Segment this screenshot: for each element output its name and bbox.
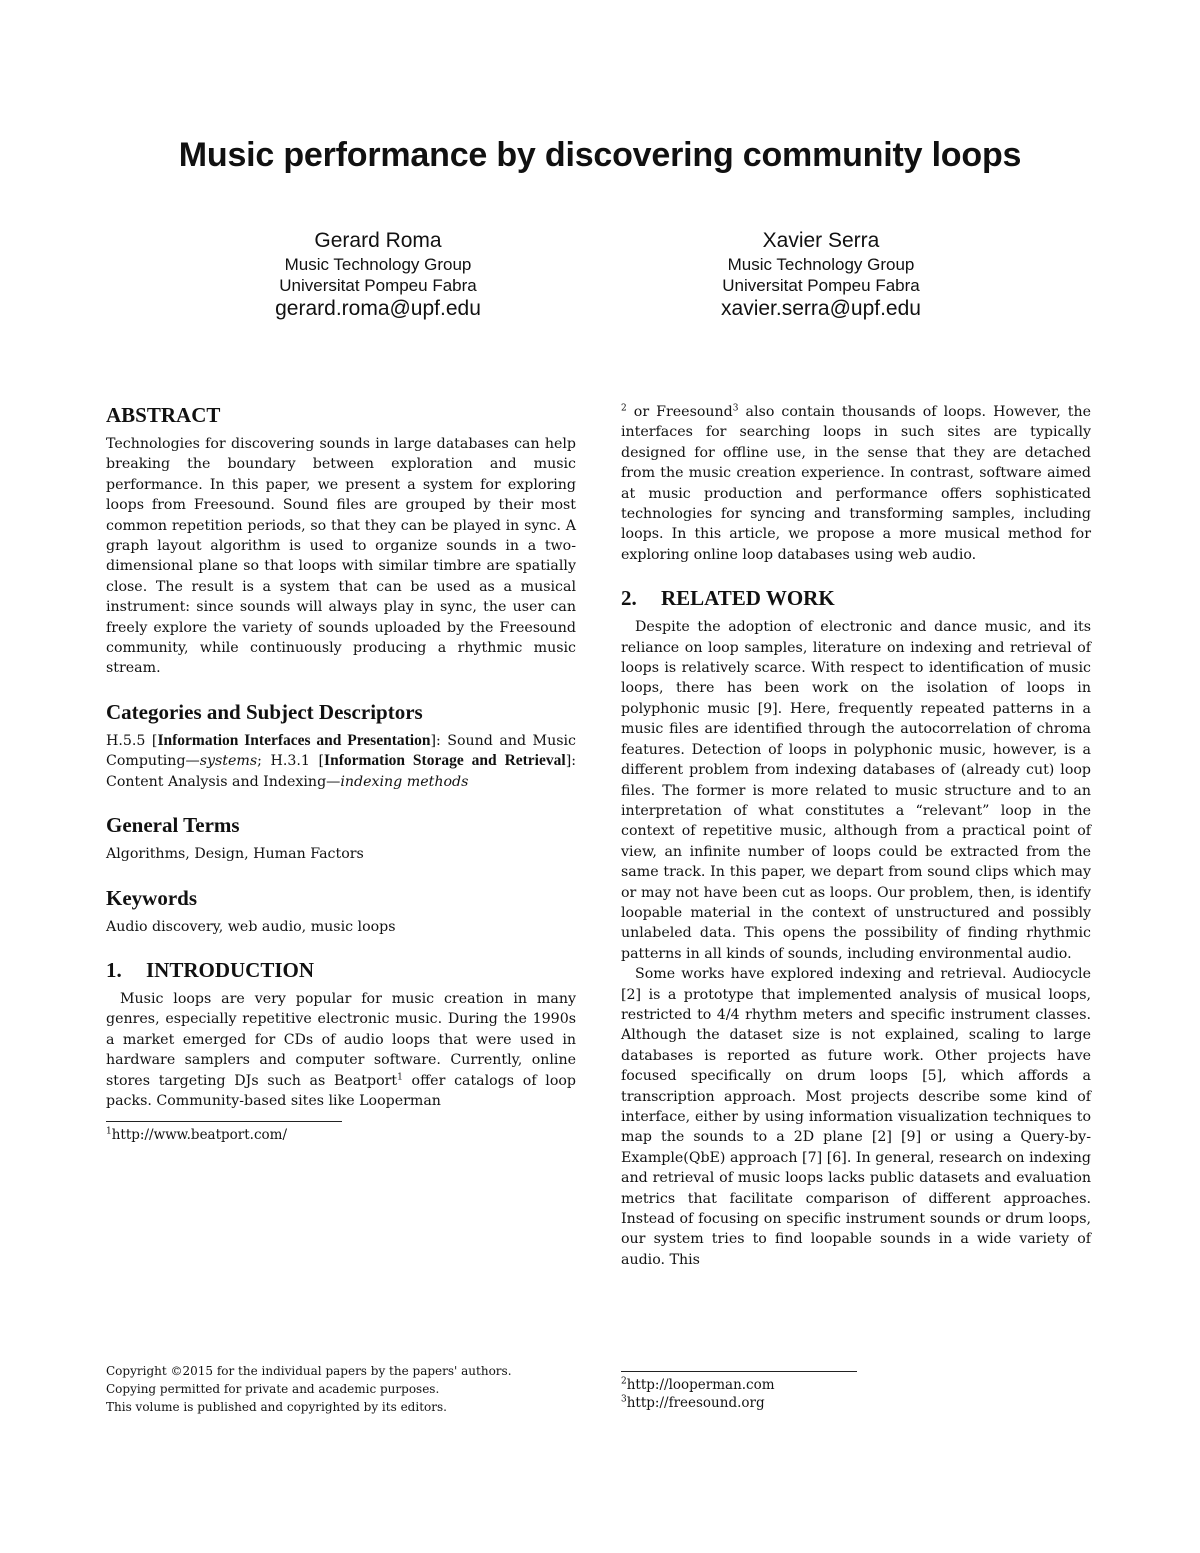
author-email[interactable]: xavier.serra@upf.edu — [721, 297, 921, 320]
author-block-2 — [611, 228, 1031, 322]
keywords-heading: Keywords — [106, 885, 197, 910]
footnote: $^3$http://freesound.org — [621, 1394, 765, 1411]
introduction-text: Music loops are very popular for music creation in many genres, especially repetitive electronic music. During the 1990s a market emerged for CDs of audio loops that were used in hardware samplers and computer software. Currently, online stores targeting DJs such as Beatport$^1$ offer catalogs of loop packs. Community-based sites like Looperman — [106, 990, 576, 1109]
right-column — [621, 402, 1091, 1270]
footnote-divider — [621, 1371, 857, 1372]
copyright-notice: Copyright ©2015 for the individual papers by the papers' authors. Copying permitted for private and academic purposes. This volume is published and copyrighted by its editors. — [106, 1364, 512, 1414]
right-footnotes — [621, 1361, 1091, 1412]
general-terms-text: Algorithms, Design, Human Factors — [106, 846, 364, 863]
author-email[interactable]: gerard.roma@upf.edu — [275, 297, 481, 320]
introduction-heading: 1. INTRODUCTION — [106, 957, 315, 982]
footnote-ref[interactable]: 2 — [621, 403, 627, 414]
footnote-ref[interactable]: 3 — [732, 403, 739, 414]
paper-title: Music performance by discovering community loops — [178, 136, 1022, 174]
left-column — [106, 402, 576, 1144]
author-university: Universitat Pompeu Fabra — [722, 276, 920, 295]
footnote: $^2$http://looperman.com — [621, 1376, 775, 1393]
categories-text: H.5.5 [Information Interfaces and Presentation]: Sound and Music Computing—systems; H.3.1 [Information Storage and Retrieval]: Content Analysis and Indexing—indexing methods — [106, 731, 577, 790]
keywords-text: Audio discovery, web audio, music loops — [106, 918, 396, 935]
footnote-divider — [106, 1121, 342, 1122]
author-group: Music Technology Group — [284, 255, 472, 274]
related-work-para-2: Some works have explored indexing and retrieval. Audiocycle [2] is a prototype that implemented analysis of musical loops, restricted to 4/4 rhythm meters and specific instrument classes. Although the dataset size is not explained, scaling to large databases is reported as future work. Other projects have focused specifically on drum loops [5], which affords a transcription approach. Most projects describe some kind of interface, either by using information visualization techniques to map the sounds to a 2D plane [2] [9] or using a Query-by-Example(QbE) approach [7] [6]. In general, research on indexing and retrieval of music loops lacks public datasets and evaluation metrics that facilitate comparison of different approaches. Instead of focusing on specific instrument sounds or drum loops, our system tries to find loopable sounds in a wide variety of audio. This — [621, 966, 1091, 1268]
author-name: Xavier Serra — [762, 229, 880, 252]
introduction-continued: $^2$ or Freesound$^3$ also contain thousands of loops. However, the interfaces for searching loops in such sites are typically designed for offline use, in the sense that they are detached from the music creation experience. In contrast, software aimed at music production and performance offers sophisticated technologies for syncing and transforming samples, including loops. In this article, we propose a more musical method for exploring online loop databases using web audio. — [621, 403, 1091, 563]
author-name: Gerard Roma — [314, 229, 442, 252]
author-block-1 — [168, 228, 588, 322]
related-work-para-1: Despite the adoption of electronic and dance music, and its reliance on loop samples, literature on indexing and retrieval of loops is relatively scarce. With respect to identification of music loops, there has been work on the isolation of loops in polyphonic music [9]. Here, frequently repeated patterns in a music files are identified through the autocorrelation of chroma features. Detection of loops in polyphonic music, however, is a different problem from indexing databases of (already cut) loop files. The former is more related to music structure and to an interpretation of what constitutes a “relevant” loop in the context of repetitive music, although from a practical point of view, an infinite number of loops could be extracted from the same track. In this paper, we depart from sound clips which may or may not have been cut as loops. Our problem, then, is identify loopable material in the context of unstructured and possibly unlabeled data. This opens the possibility of finding rhythmic patterns in all kinds of sounds, including environmental audio. — [621, 619, 1091, 962]
footnote: $^1$http://www.beatport.com/ — [106, 1126, 288, 1144]
abstract-text: Technologies for discovering sounds in large databases can help breaking the boundary between exploration and music performance. In this paper, we present a system for exploring loops from Freesound. Sound files are grouped by their most common repetition periods, so that they can be played in sync. A graph layout algorithm is used to organize sounds in a two-dimensional plane so that loops with similar timbre are spatially close. The result is a system that can be used as a musical instrument: since sounds will always play in sync, the user can freely explore the variety of sounds uploaded by the Freesound community, while continuously producing a rhythmic music stream. — [106, 436, 576, 677]
categories-heading: Categories and Subject Descriptors — [106, 699, 423, 724]
general-terms-heading: General Terms — [106, 813, 240, 838]
related-work-heading: 2. RELATED WORK — [621, 586, 835, 611]
footnote-ref[interactable]: 1 — [397, 1071, 403, 1082]
abstract-heading: ABSTRACT — [106, 403, 221, 427]
author-group: Music Technology Group — [727, 255, 915, 274]
author-university: Universitat Pompeu Fabra — [279, 276, 477, 295]
